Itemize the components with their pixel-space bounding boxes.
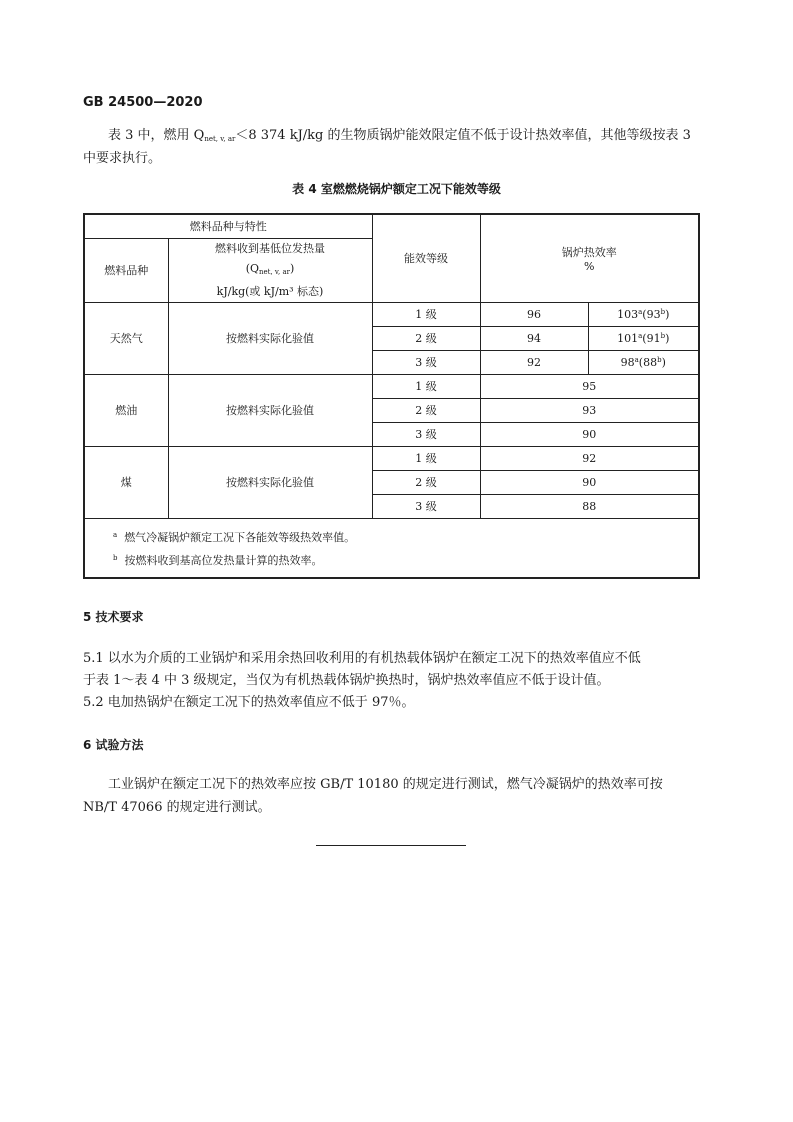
- grade-header: 能效等级: [372, 214, 480, 302]
- intro-line-2: 中要求执行。: [83, 151, 162, 166]
- eff-cell: 92: [480, 446, 699, 470]
- grade-cell: 1 级: [372, 446, 480, 470]
- cond-cell: 103$^a$(93$^b$): [588, 302, 699, 326]
- eff-cell: 90: [480, 470, 699, 494]
- section-5-2: 5.2 电加热锅炉在额定工况下的热效率值应不低于 97％。: [83, 695, 415, 710]
- table-notes: [84, 518, 699, 578]
- section-6-line-2: NB/T 47066 的规定进行测试。: [83, 800, 271, 815]
- section-5-1-line-2: 于表 1～表 4 中 3 级规定，当仅为有机热载体锅炉换热时，锅炉热效率值应不低于设计值。: [83, 673, 610, 688]
- eff-cell: 96: [480, 302, 588, 326]
- section-6-line-1: 工业锅炉在额定工况下的热效率应按 GB/T 10180 的规定进行测试，燃气冷凝锅炉的热效率可按: [108, 777, 663, 792]
- fuel-cell: 天然气: [84, 302, 168, 374]
- efficiency-table: [83, 213, 700, 579]
- table-row: [84, 446, 699, 470]
- table-row: [84, 302, 699, 326]
- eff-cell: 94: [480, 326, 588, 350]
- grade-cell: 3 级: [372, 422, 480, 446]
- fuel-cell: 煤: [84, 446, 168, 518]
- fuel-group-header: 燃料品种与特性: [84, 214, 372, 238]
- cond-cell: 98$^a$(88$^b$): [588, 350, 699, 374]
- end-rule: [316, 845, 466, 846]
- note-b: $^b$ 按燃料收到基高位发热量计算的热效率。: [113, 553, 323, 567]
- grade-cell: 1 级: [372, 374, 480, 398]
- fuel-type-header: 燃料品种: [84, 238, 168, 302]
- eff-cell: 90: [480, 422, 699, 446]
- note-a: $^a$ 燃气冷凝锅炉额定工况下各能效等级热效率值。: [113, 530, 356, 544]
- grade-cell: 2 级: [372, 398, 480, 422]
- standard-code: GB 24500—2020: [83, 95, 203, 110]
- value-cell: 按燃料实际化验值: [168, 302, 372, 374]
- heat-value-header: 燃料收到基低位发热量 $(Q_{net, v, ar})$ kJ/kg(或 kJ/m³ 标态): [168, 238, 372, 302]
- eff-cell: 92: [480, 350, 588, 374]
- intro-line-1: 表 3 中，燃用 $Q_{net, v, ar}<8$ 374 kJ/kg 的生物质锅炉能效限定值不低于设计热效率值，其他等级按表 3: [108, 128, 691, 143]
- grade-cell: 3 级: [372, 494, 480, 518]
- section-6-title: 6 试验方法: [83, 738, 144, 752]
- grade-cell: 2 级: [372, 470, 480, 494]
- grade-cell: 2 级: [372, 326, 480, 350]
- eff-cell: 93: [480, 398, 699, 422]
- table-caption: 表 4 室燃燃烧锅炉额定工况下能效等级: [292, 182, 501, 196]
- eff-cell: 88: [480, 494, 699, 518]
- grade-cell: 3 级: [372, 350, 480, 374]
- table-row: [84, 374, 699, 398]
- efficiency-header: 锅炉热效率 %: [480, 214, 699, 302]
- value-cell: 按燃料实际化验值: [168, 374, 372, 446]
- grade-cell: 1 级: [372, 302, 480, 326]
- section-5-title: 5 技术要求: [83, 610, 144, 624]
- cond-cell: 101$^a$(91$^b$): [588, 326, 699, 350]
- eff-cell: 95: [480, 374, 699, 398]
- section-5-1-line-1: 5.1 以水为介质的工业锅炉和采用余热回收利用的有机热载体锅炉在额定工况下的热效率值应不低: [83, 651, 641, 666]
- value-cell: 按燃料实际化验值: [168, 446, 372, 518]
- fuel-cell: 燃油: [84, 374, 168, 446]
